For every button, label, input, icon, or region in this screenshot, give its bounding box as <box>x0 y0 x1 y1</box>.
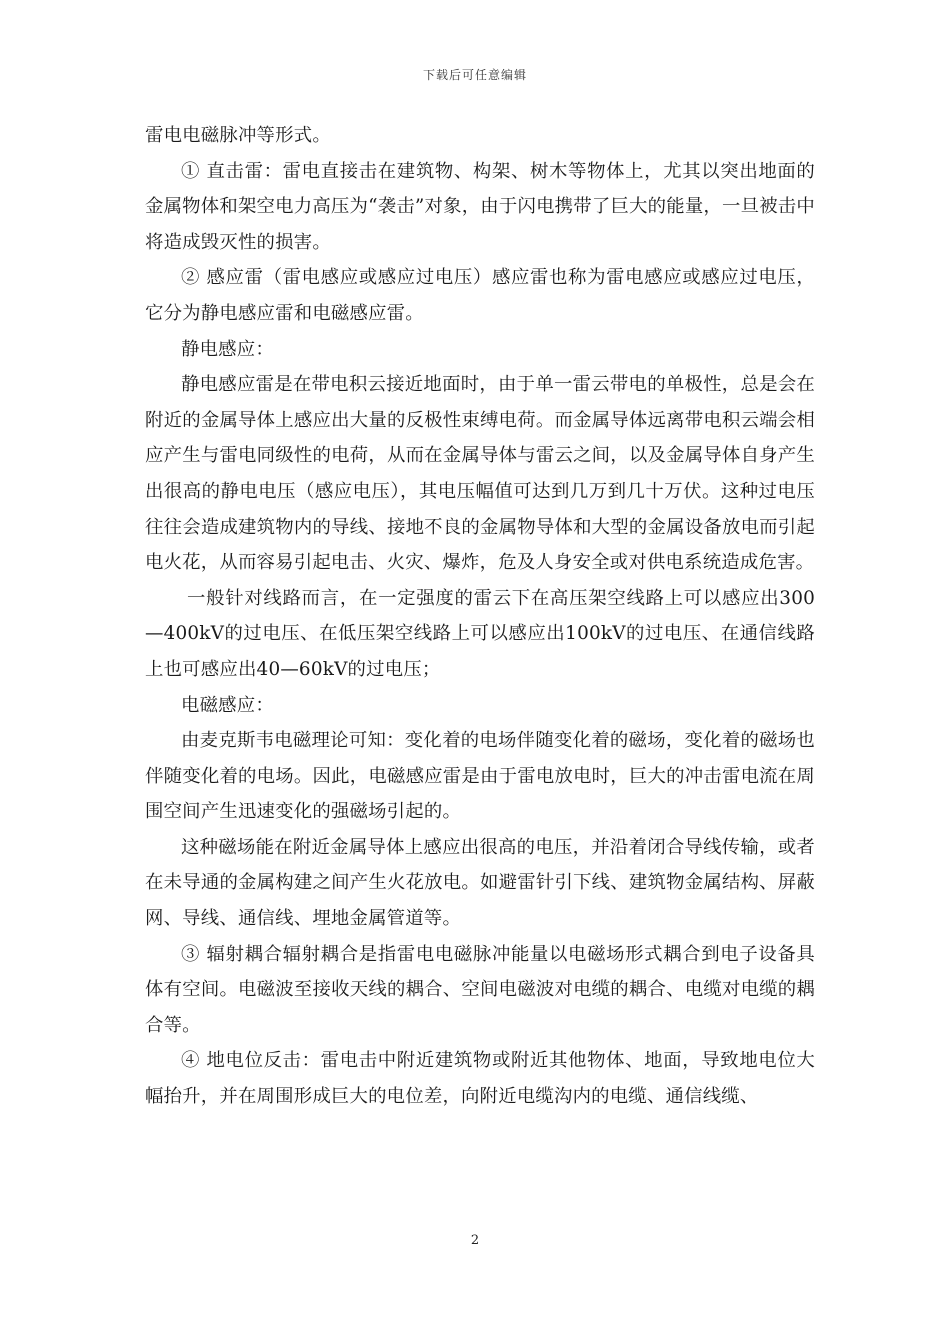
paragraph-continuation: 雷电电磁脉冲等形式。 <box>145 125 331 146</box>
document-body <box>145 118 815 1115</box>
subheading-electrostatic-induction: 静电感应： <box>181 338 274 360</box>
page-header: 下载后可任意编辑 <box>422 68 527 82</box>
paragraph-induced-lightning: ② 感应雷（雷电感应或感应过电压）感应雷也称为雷电感应或感应过电压，它分为静电感应雷和电磁感应雷。 <box>145 267 815 324</box>
subheading-electromagnetic-induction: 电磁感应： <box>181 694 274 716</box>
paragraph-direct-lightning: ① 直击雷：雷电直接击在建筑物、构架、树木等物体上，尤其以突出地面的金属物体和架空电力高压为“袭击”对象，由于闪电携带了巨大的能量，一旦被击中将造成毁灭性的损害。 <box>145 160 815 253</box>
paragraph-radiation-coupling: ③ 辐射耦合辐射耦合是指雷电电磁脉冲能量以电磁场形式耦合到电子设备具体有空间。电磁波至接收天线的耦合、空间电磁波对电缆的耦合、电缆对电缆的耦合等。 <box>145 943 815 1036</box>
paragraph-electrostatic-induction: 静电感应雷是在带电积云接近地面时，由于单一雷云带电的单极性，总是会在附近的金属导体上感应出大量的反极性束缚电荷。而金属导体远离带电积云端会相应产生与雷电同级性的电荷，从而在金属导体与雷云之间，以及金属导体自身产生出很高的静电电压（感应电压），其电压幅值可达到几万到几十万伏。这种过电压往往会造成建筑物内的导线、接地不良的金属物导体和大型的金属设备放电而引起电火花，从而容易引起电击、火灾、爆炸，危及人身安全或对供电系统造成危害。 <box>145 374 815 574</box>
page-number: 2 <box>470 1233 480 1248</box>
paragraph-maxwell-theory: 由麦克斯韦电磁理论可知：变化着的电场伴随变化着的磁场，变化着的磁场也伴随变化着的电场。因此，电磁感应雷是由于雷电放电时，巨大的冲击雷电流在周围空间产生迅速变化的强磁场引起的。 <box>145 730 815 823</box>
paragraph-magnetic-field-effects: 这种磁场能在附近金属导体上感应出很高的电压，并沿着闭合导线传输，或者在未导通的金属构建之间产生火花放电。如避雷针引下线、建筑物金属结构、屏蔽网、导线、通信线、埋地金属管道等。 <box>145 836 815 930</box>
paragraph-line-overvoltage: 一般针对线路而言，在一定强度的雷云下在高压架空线路上可以感应出300—400kV的过电压、在低压架空线路上可以感应出100kV的过电压、在通信线路上也可感应出40—60kV的过电压； <box>145 587 815 680</box>
paragraph-ground-potential-counterattack: ④ 地电位反击：雷电击中附近建筑物或附近其他物体、地面，导致地电位大幅抬升，并在周围形成巨大的电位差，向附近电缆沟内的电缆、通信线缆、 <box>145 1050 815 1108</box>
